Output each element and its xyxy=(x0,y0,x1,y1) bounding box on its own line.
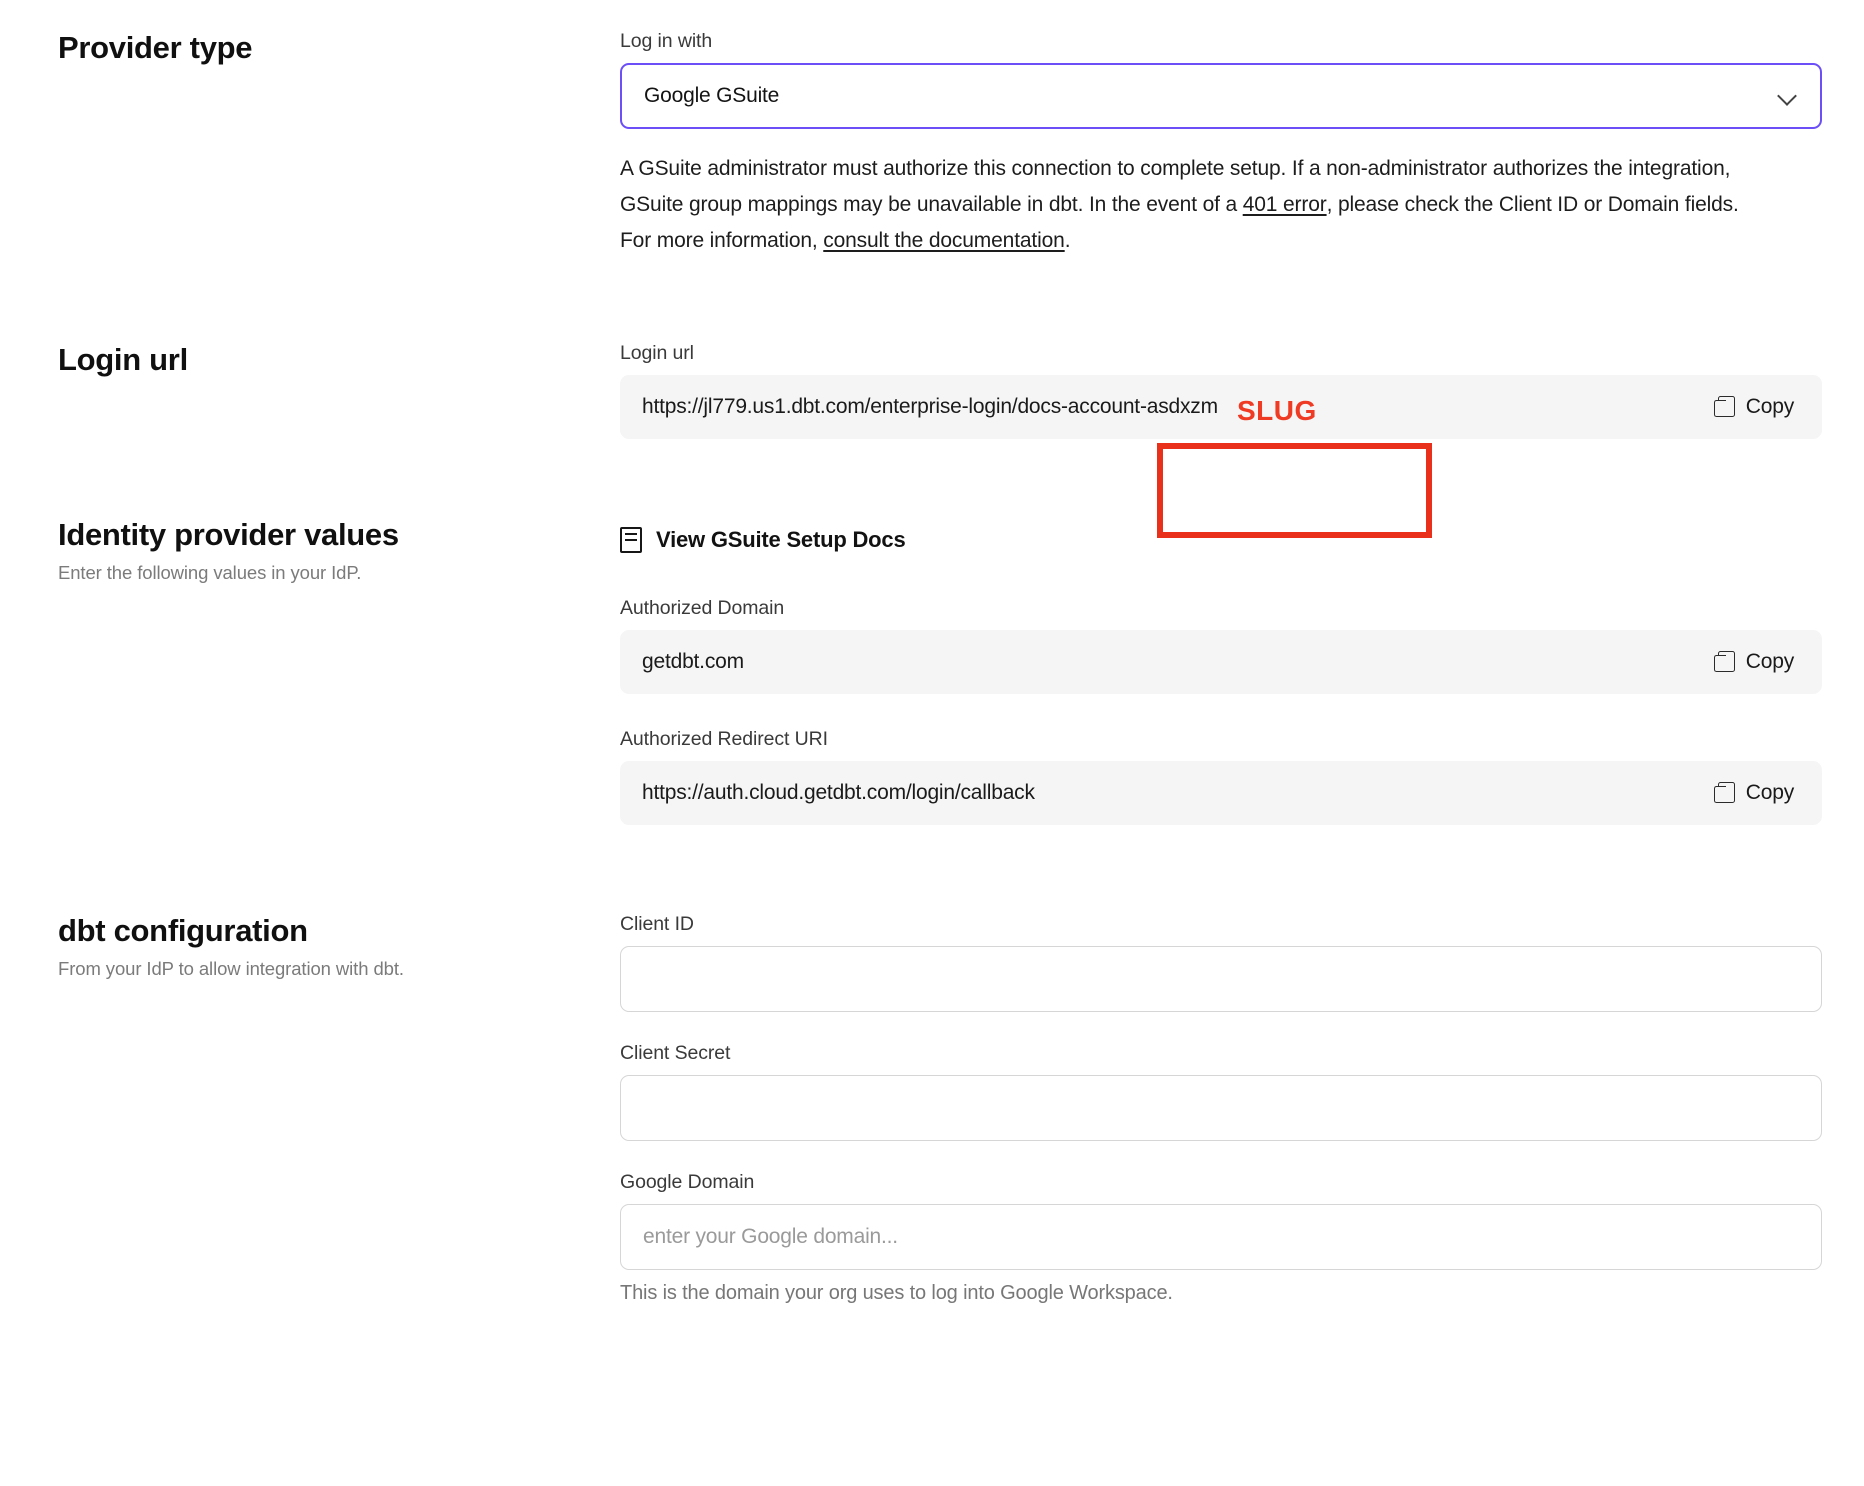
dbt-config-subtitle: From your IdP to allow integration with dbt. xyxy=(58,958,404,979)
authorized-redirect-uri-row xyxy=(620,761,1822,825)
copy-authorized-domain-label: Copy xyxy=(1745,650,1794,673)
login-url-value: https://jl779.us1.dbt.com/enterprise-login/docs-account-asdxzm xyxy=(642,395,1218,418)
idp-fields xyxy=(620,517,1864,825)
helper-text-part-1: A GSuite administrator must authorize this connection to complete setup. If a non-administrator authorizes the integration, GSuite group mappings may be unavailable in dbt. In the event of a xyxy=(620,157,1731,216)
authorized-domain-row xyxy=(620,630,1822,694)
copy-redirect-uri-button[interactable] xyxy=(1714,781,1800,805)
client-id-label: Client ID xyxy=(620,913,694,935)
login-with-select[interactable] xyxy=(620,63,1822,129)
dbt-config-fields xyxy=(620,913,1864,1305)
login-url-title: Login url xyxy=(58,342,188,377)
copy-icon xyxy=(1714,651,1735,674)
copy-icon xyxy=(1714,396,1735,419)
login-url-value-row xyxy=(620,375,1822,439)
documentation-link[interactable]: consult the documentation xyxy=(823,229,1065,252)
google-domain-hint: This is the domain your org uses to log into Google Workspace. xyxy=(620,1282,1173,1304)
authorized-domain-value: getdbt.com xyxy=(642,650,744,673)
dbt-config-heading-column xyxy=(0,913,620,980)
dbt-config-title: dbt configuration xyxy=(58,913,308,948)
copy-login-url-button[interactable] xyxy=(1714,395,1800,419)
idp-heading-column xyxy=(0,517,620,584)
login-with-selected-value: Google GSuite xyxy=(644,84,780,107)
book-icon xyxy=(620,527,642,553)
provider-type-heading-column xyxy=(0,30,620,66)
login-url-label: Login url xyxy=(620,342,694,364)
google-domain-input[interactable] xyxy=(620,1204,1822,1270)
copy-redirect-uri-label: Copy xyxy=(1745,781,1794,804)
google-domain-label: Google Domain xyxy=(620,1171,755,1193)
view-gsuite-setup-docs-link[interactable] xyxy=(620,527,1822,553)
authorized-redirect-uri-label: Authorized Redirect URI xyxy=(620,728,828,750)
sso-settings-page xyxy=(0,30,1864,1305)
copy-icon xyxy=(1714,782,1735,805)
provider-type-section xyxy=(0,30,1864,280)
authorized-domain-label: Authorized Domain xyxy=(620,597,785,619)
client-id-input[interactable] xyxy=(620,946,1822,1012)
slug-annotation-label: SLUG xyxy=(1237,395,1317,426)
dbt-configuration-section xyxy=(0,913,1864,1305)
provider-type-fields xyxy=(620,30,1864,280)
login-with-label: Log in with xyxy=(620,30,713,52)
chevron-down-icon xyxy=(1778,86,1798,106)
client-secret-input[interactable] xyxy=(620,1075,1822,1141)
copy-authorized-domain-button[interactable] xyxy=(1714,650,1800,674)
authorized-redirect-uri-value: https://auth.cloud.getdbt.com/login/callback xyxy=(642,781,1035,804)
provider-type-title: Provider type xyxy=(58,30,253,65)
client-secret-label: Client Secret xyxy=(620,1042,731,1064)
provider-helper-text xyxy=(620,151,1760,259)
login-url-section xyxy=(0,342,1864,439)
login-url-heading-column xyxy=(0,342,620,378)
view-gsuite-setup-docs-label: View GSuite Setup Docs xyxy=(656,527,906,552)
401-error-link[interactable]: 401 error xyxy=(1242,193,1327,216)
identity-provider-values-section xyxy=(0,517,1864,825)
idp-subtitle: Enter the following values in your IdP. xyxy=(58,562,362,583)
helper-text-part-2: , please check the Client ID or Domain fields. For more information, xyxy=(620,193,1739,252)
helper-text-part-3: . xyxy=(1064,229,1071,252)
idp-title: Identity provider values xyxy=(58,517,399,552)
copy-login-url-label: Copy xyxy=(1745,395,1794,418)
